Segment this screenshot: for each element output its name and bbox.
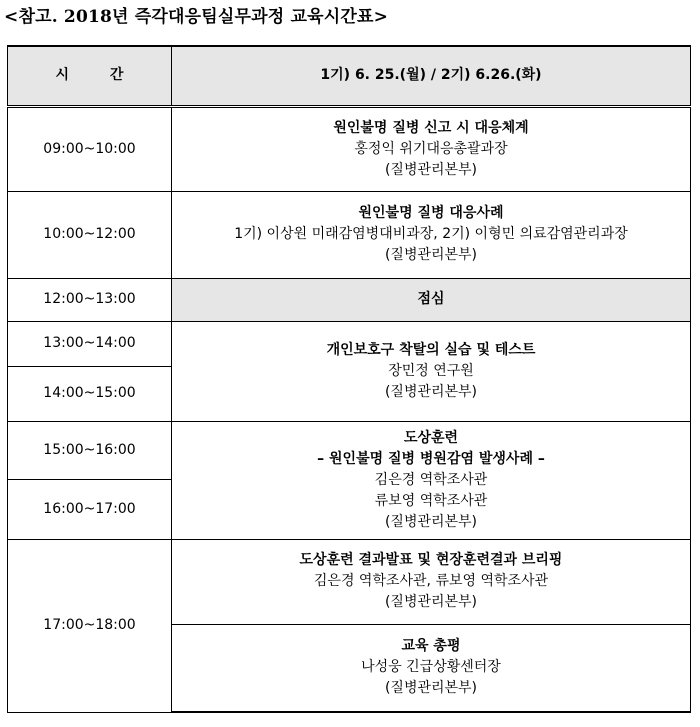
table-row — [8, 278, 691, 321]
session-cell — [172, 421, 691, 539]
table-row — [8, 106, 691, 191]
session-title: 도상훈련 — [403, 429, 459, 446]
session-cell — [172, 191, 691, 278]
session-org: (질병관리본부) — [384, 680, 478, 697]
session-speaker: 나성웅 긴급상황센터장 — [361, 659, 501, 676]
session-speaker: 김은경 역학조사관, 류보영 역학조사관 — [313, 573, 549, 589]
time-cell: 17:00~18:00 — [8, 539, 172, 712]
dates-column-header: 1기) 6. 25.(월) / 2기) 6.26.(화) — [172, 46, 691, 106]
session-org: (질병관리본부) — [384, 161, 478, 178]
session-org: (질병관리본부) — [384, 383, 478, 400]
session-speaker: 장민정 연구원 — [388, 362, 474, 379]
time-cell: 14:00~15:00 — [8, 366, 172, 421]
session-title: 개인보호구 착탈의 실습 및 테스트 — [326, 341, 536, 358]
time-cell: 09:00~10:00 — [8, 106, 172, 191]
session-speaker: 홍정익 위기대응총괄과장 — [354, 140, 508, 157]
session-cell — [172, 539, 691, 624]
time-cell: 10:00~12:00 — [8, 191, 172, 278]
session-title: 도상훈련 결과발표 및 현장훈련결과 브리핑 — [299, 552, 563, 568]
session-title: 교육 총평 — [401, 638, 461, 655]
document-title: <참고. 2018년 즉각대응팀실무과정 교육시간표> — [4, 7, 389, 27]
session-speaker: 김은경 역학조사관 — [374, 471, 488, 488]
table-row — [8, 321, 691, 366]
session-cell — [172, 321, 691, 421]
session-speaker: 1기) 이상원 미래감염병대비과장, 2기) 이형민 의료감염관리과장 — [234, 226, 628, 242]
session-org: (질병관리본부) — [384, 594, 478, 610]
session-org: (질병관리본부) — [384, 513, 478, 530]
schedule-table — [7, 45, 691, 713]
time-cell: 12:00~13:00 — [8, 278, 172, 321]
time-column-header: 시 간 — [8, 46, 172, 106]
table-header-row — [8, 46, 691, 106]
time-cell: 13:00~14:00 — [8, 321, 172, 366]
lunch-cell: 점심 — [172, 278, 691, 321]
session-title: 원인불명 질병 신고 시 대응체계 — [333, 119, 529, 136]
session-subtitle: – 원인불명 질병 병원감염 발생사례 – — [317, 450, 545, 467]
session-speaker: 류보영 역학조사관 — [374, 492, 488, 509]
time-cell: 15:00~16:00 — [8, 421, 172, 479]
time-cell: 16:00~17:00 — [8, 479, 172, 539]
table-row — [8, 191, 691, 278]
session-cell — [172, 624, 691, 712]
session-org: (질병관리본부) — [384, 247, 478, 263]
session-title: 원인불명 질병 대응사례 — [358, 205, 504, 221]
session-cell — [172, 106, 691, 191]
table-row — [8, 421, 691, 479]
table-row — [8, 539, 691, 624]
